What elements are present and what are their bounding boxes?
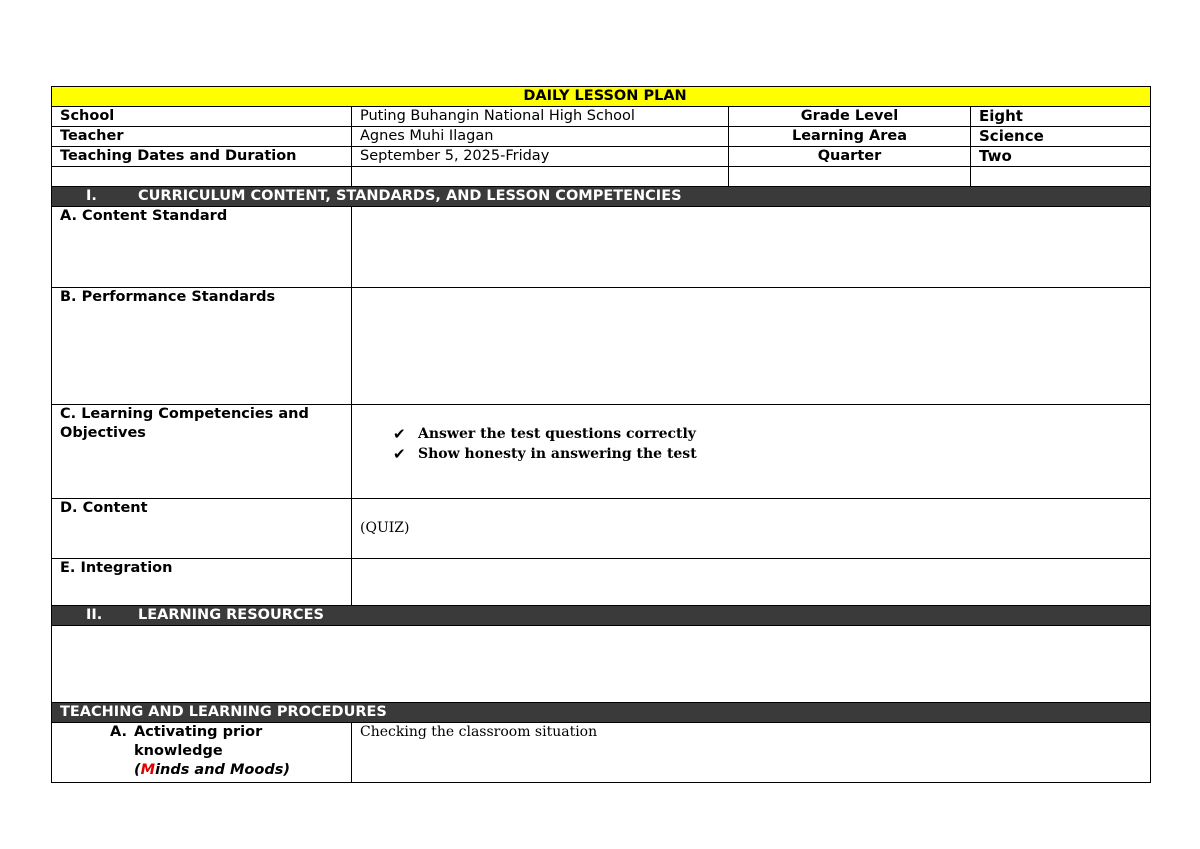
procedures-header (52, 703, 1151, 723)
grade-level-label: Grade Level (729, 107, 971, 127)
dates-row (52, 147, 1151, 167)
empty-cell (971, 167, 1151, 187)
document-title: DAILY LESSON PLAN (52, 87, 1151, 107)
learning-area-label: Learning Area (729, 127, 971, 147)
competencies-label-line2: Objectives (60, 425, 146, 441)
teaching-dates-label: Teaching Dates and Duration (52, 147, 352, 167)
quarter-value: Two (971, 147, 1151, 167)
content-label: D. Content (52, 499, 352, 559)
content-standard-label: A. Content Standard (52, 207, 352, 288)
learning-resources-row (52, 626, 1151, 703)
empty-cell (52, 167, 352, 187)
title-row (52, 87, 1151, 107)
checkmark-icon: ✔ (393, 445, 406, 463)
performance-standards-row (52, 288, 1151, 405)
competencies-row (52, 405, 1151, 499)
section1-header (52, 187, 1151, 207)
learning-area-value: Science (971, 127, 1151, 147)
content-row (52, 499, 1151, 559)
content-value-cell (352, 499, 1151, 559)
procedure-a-row (52, 723, 1151, 783)
teacher-row (52, 127, 1151, 147)
procedure-a-line3 (110, 761, 351, 780)
content-value: (QUIZ) (360, 520, 410, 536)
daily-lesson-plan-table (51, 86, 1151, 783)
objectives-list (360, 424, 1150, 464)
procedure-a-line1 (110, 723, 351, 742)
school-row (52, 107, 1151, 127)
objective-text: Answer the test questions correctly (418, 426, 696, 442)
objectives-cell (352, 405, 1151, 499)
empty-header-row (52, 167, 1151, 187)
school-label: School (52, 107, 352, 127)
procedure-a-letter: A. (110, 724, 127, 740)
school-value: Puting Buhangin National High School (352, 107, 729, 127)
procedure-a-line1-text: Activating prior (134, 724, 263, 740)
procedure-a-label (52, 723, 352, 783)
section1-number: I. (86, 188, 97, 204)
integration-row (52, 559, 1151, 606)
objective-item (360, 424, 1150, 444)
empty-cell (352, 167, 729, 187)
section1-title-cell (52, 187, 1151, 207)
empty-cell (729, 167, 971, 187)
checkmark-icon: ✔ (393, 425, 406, 443)
grade-level-value: Eight (971, 107, 1151, 127)
section1-title: CURRICULUM CONTENT, STANDARDS, AND LESSON COMPETENCIES (138, 188, 682, 204)
learning-resources-value (52, 626, 1151, 703)
section2-title-cell (52, 606, 1151, 626)
performance-standards-label: B. Performance Standards (52, 288, 352, 405)
content-standard-row (52, 207, 1151, 288)
procedure-a-rest: inds and Moods) (155, 762, 290, 778)
integration-label: E. Integration (52, 559, 352, 606)
objective-item (360, 444, 1150, 464)
teaching-dates-value: September 5, 2025-Friday (352, 147, 729, 167)
procedure-a-open: ( (134, 762, 141, 778)
procedures-title: TEACHING AND LEARNING PROCEDURES (52, 703, 1151, 723)
section2-header (52, 606, 1151, 626)
integration-value (352, 559, 1151, 606)
procedure-a-line2: knowledge (134, 743, 223, 759)
procedure-a-m: M (140, 762, 156, 778)
performance-standards-value (352, 288, 1151, 405)
objective-text: Show honesty in answering the test (418, 446, 697, 462)
teacher-value: Agnes Muhi Ilagan (352, 127, 729, 147)
competencies-label (52, 405, 352, 499)
quarter-label: Quarter (729, 147, 971, 167)
teacher-label: Teacher (52, 127, 352, 147)
competencies-label-line1: C. Learning Competencies and (60, 406, 309, 422)
section2-title: LEARNING RESOURCES (138, 607, 324, 623)
section2-number: II. (86, 607, 103, 623)
procedure-a-value: Checking the classroom situation (352, 723, 1151, 783)
content-standard-value (352, 207, 1151, 288)
